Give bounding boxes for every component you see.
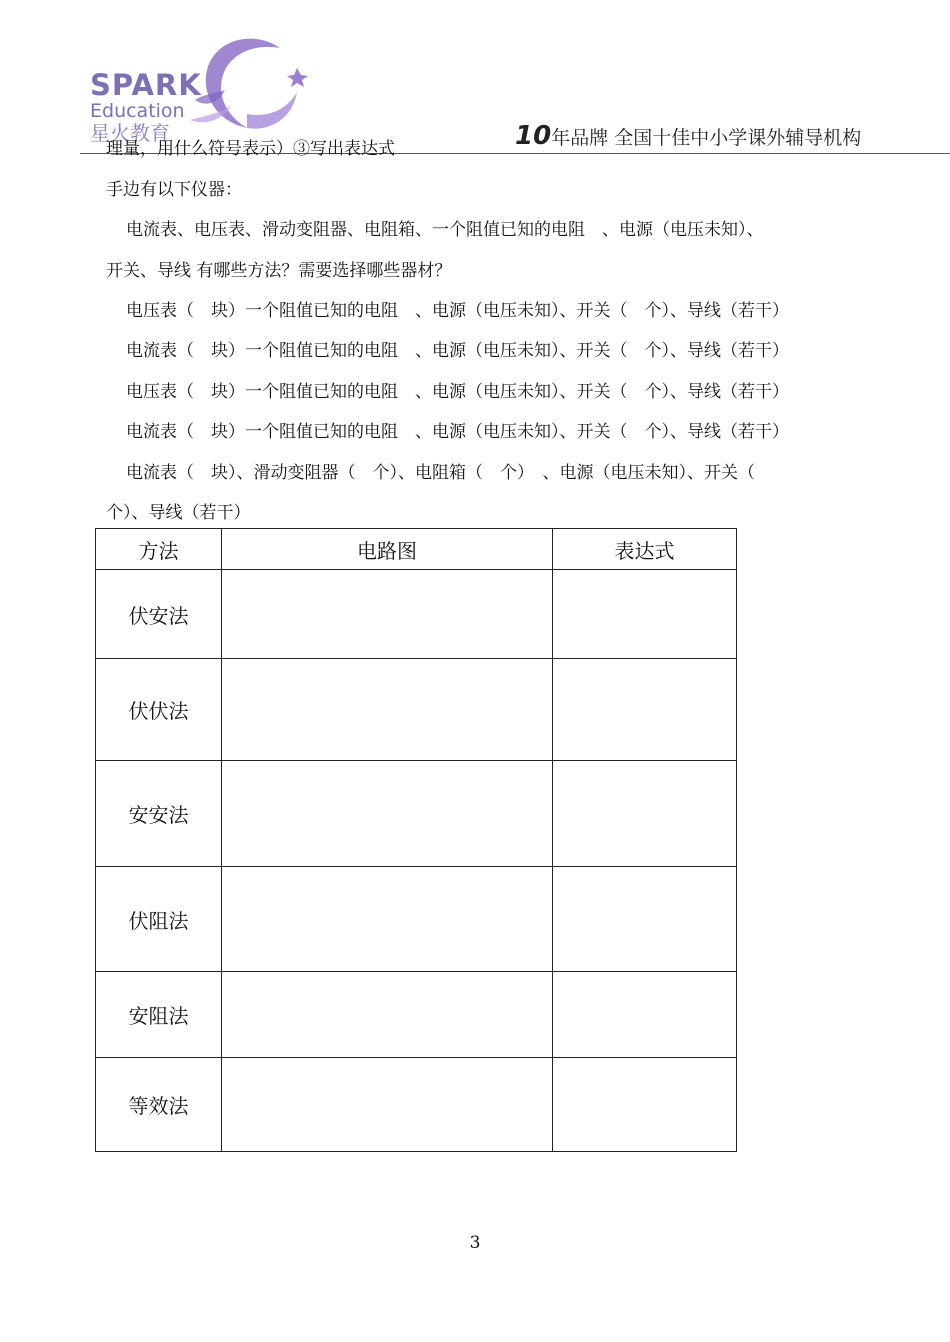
text-line: 手边有以下仪器：	[106, 180, 242, 200]
logo-spark-text: SPARK	[90, 68, 202, 102]
page-number: 3	[469, 1233, 481, 1253]
slogan	[515, 121, 861, 151]
circuit-diagram-cell	[222, 867, 553, 972]
methods-table	[95, 528, 737, 1152]
method-name: 伏阻法	[96, 867, 222, 972]
expression-cell	[553, 867, 737, 972]
table-header-row	[96, 529, 737, 570]
circuit-diagram-cell	[222, 1058, 553, 1152]
expression-cell	[553, 659, 737, 761]
text-line: 个）、导线（若干）	[106, 503, 251, 523]
text-line: 电压表（ 块）一个阻值已知的电阻 、电源（电压未知）、开关（ 个）、导线（若干）	[126, 301, 789, 321]
circuit-diagram-cell	[222, 761, 553, 867]
page-header	[0, 0, 950, 160]
circuit-diagram-cell	[222, 972, 553, 1058]
expression-cell	[553, 761, 737, 867]
logo-education-text: Education	[90, 100, 185, 122]
text-line: 开关、导线 有哪些方法？需要选择哪些器材？	[106, 261, 452, 281]
spark-swirl-icon	[185, 30, 310, 140]
circuit-diagram-cell	[222, 570, 553, 659]
circuit-diagram-cell	[222, 659, 553, 761]
slogan-number: 10	[515, 121, 552, 151]
table-row	[96, 867, 737, 972]
table-row	[96, 570, 737, 659]
header-method: 方法	[96, 529, 222, 570]
table-row	[96, 972, 737, 1058]
table-row	[96, 1058, 737, 1152]
text-line: 电流表（ 块）一个阻值已知的电阻 、电源（电压未知）、开关（ 个）、导线（若干）	[126, 341, 789, 361]
text-line: 电流表（ 块）、滑动变阻器（ 个）、电阻箱（ 个） 、电源（电压未知）、开关（	[126, 463, 755, 483]
expression-cell	[553, 570, 737, 659]
method-name: 等效法	[96, 1058, 222, 1152]
text-line: 电流表（ 块）一个阻值已知的电阻 、电源（电压未知）、开关（ 个）、导线（若干）	[126, 422, 789, 442]
method-name: 伏伏法	[96, 659, 222, 761]
header-circuit-diagram: 电路图	[222, 529, 553, 570]
slogan-text: 年品牌 全国十佳中小学课外辅导机构	[551, 127, 862, 149]
logo-chinese-text: 星火教育	[90, 121, 170, 145]
table-row	[96, 761, 737, 867]
expression-cell	[553, 1058, 737, 1152]
method-name: 安安法	[96, 761, 222, 867]
text-line: 电流表、电压表、滑动变阻器、电阻箱、一个阻值已知的电阻 、电源（电压未知）、	[126, 220, 764, 240]
method-name: 安阻法	[96, 972, 222, 1058]
text-line: 理量，用什么符号表示）③写出表达式	[106, 139, 395, 159]
method-name: 伏安法	[96, 570, 222, 659]
header-expression: 表达式	[553, 529, 737, 570]
expression-cell	[553, 972, 737, 1058]
table-row	[96, 659, 737, 761]
text-line: 电压表（ 块）一个阻值已知的电阻 、电源（电压未知）、开关（ 个）、导线（若干）	[126, 382, 789, 402]
